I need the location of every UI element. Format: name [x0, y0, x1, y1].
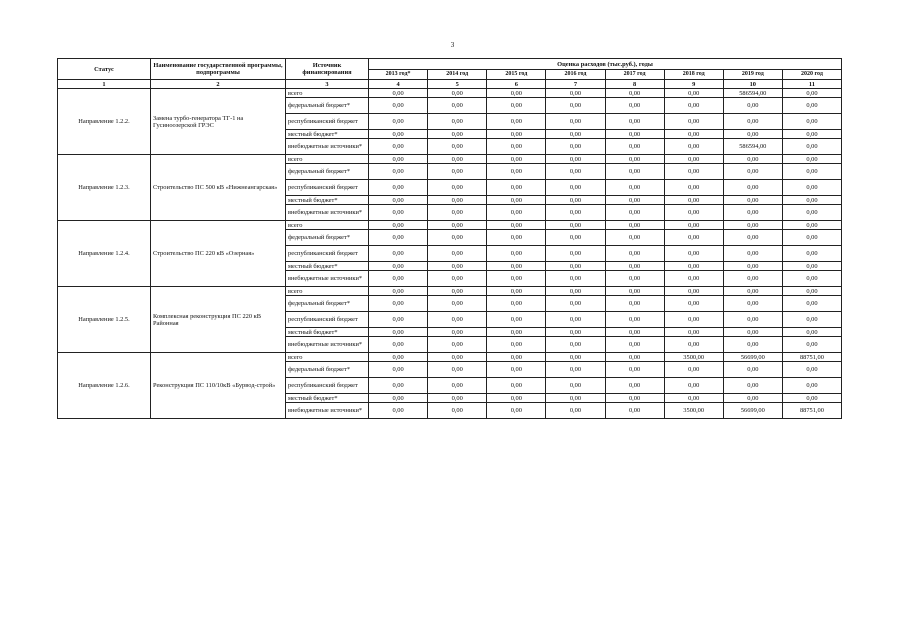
expense-value: 0,00	[369, 139, 428, 155]
expense-value: 0,00	[428, 328, 487, 337]
expense-value: 0,00	[782, 287, 841, 296]
expense-value: 0,00	[428, 271, 487, 287]
funding-source: местный бюджет*	[286, 130, 369, 139]
expense-value: 0,00	[664, 328, 723, 337]
expense-value: 0,00	[605, 271, 664, 287]
expense-value: 3500,00	[664, 403, 723, 419]
expense-value: 0,00	[723, 196, 782, 205]
expense-value: 0,00	[428, 114, 487, 130]
expense-value: 0,00	[546, 98, 605, 114]
expense-value: 0,00	[546, 139, 605, 155]
expense-value: 0,00	[546, 230, 605, 246]
column-number: 11	[782, 80, 841, 89]
expense-value: 0,00	[428, 362, 487, 378]
expense-value: 0,00	[369, 403, 428, 419]
expense-value: 0,00	[664, 362, 723, 378]
expense-value: 0,00	[782, 230, 841, 246]
program-name: Замена турбо-генератора ТГ-1 на Гусиноозерской ГРЭС	[151, 89, 286, 155]
expense-value: 0,00	[428, 287, 487, 296]
expense-value: 0,00	[546, 312, 605, 328]
expense-value: 0,00	[546, 164, 605, 180]
expense-value: 0,00	[605, 205, 664, 221]
expense-value: 0,00	[369, 196, 428, 205]
expense-value: 0,00	[605, 114, 664, 130]
expense-value: 0,00	[369, 205, 428, 221]
expense-value: 0,00	[723, 246, 782, 262]
expense-value: 0,00	[369, 378, 428, 394]
funding-source: республиканский бюджет	[286, 246, 369, 262]
expense-value: 0,00	[369, 312, 428, 328]
expense-value: 0,00	[723, 362, 782, 378]
expense-value: 586594,00	[723, 89, 782, 98]
expense-value: 0,00	[487, 180, 546, 196]
funding-source: всего	[286, 155, 369, 164]
column-number: 10	[723, 80, 782, 89]
expense-value: 0,00	[369, 180, 428, 196]
expense-value: 0,00	[546, 328, 605, 337]
expense-value: 56699,00	[723, 403, 782, 419]
expense-value: 0,00	[428, 89, 487, 98]
expense-value: 0,00	[546, 353, 605, 362]
expense-value: 0,00	[664, 394, 723, 403]
direction-status: Направление 1.2.2.	[58, 89, 151, 155]
expense-value: 0,00	[428, 230, 487, 246]
expense-value: 0,00	[546, 221, 605, 230]
expense-value: 0,00	[782, 196, 841, 205]
expense-value: 0,00	[605, 378, 664, 394]
table-row	[58, 287, 842, 296]
expense-value: 0,00	[546, 287, 605, 296]
expense-value: 0,00	[664, 246, 723, 262]
column-number: 5	[428, 80, 487, 89]
expense-value: 0,00	[782, 130, 841, 139]
expense-value: 0,00	[487, 271, 546, 287]
program-name: Строительство ПС 220 кВ «Озерная»	[151, 221, 286, 287]
expense-value: 0,00	[428, 394, 487, 403]
expense-value: 0,00	[664, 296, 723, 312]
expense-value: 0,00	[546, 130, 605, 139]
expense-value: 0,00	[428, 205, 487, 221]
expense-value: 0,00	[428, 221, 487, 230]
expense-value: 0,00	[723, 164, 782, 180]
expense-value: 0,00	[782, 205, 841, 221]
expense-value: 0,00	[487, 205, 546, 221]
expense-value: 0,00	[487, 287, 546, 296]
expense-value: 0,00	[723, 114, 782, 130]
page-number: 3	[450, 41, 455, 49]
expense-value: 0,00	[369, 296, 428, 312]
expense-value: 0,00	[782, 337, 841, 353]
expense-value: 0,00	[369, 262, 428, 271]
header-program: Наименование государственной программы, подпрограммы	[151, 59, 286, 80]
expense-value: 0,00	[487, 196, 546, 205]
column-number: 1	[58, 80, 151, 89]
expense-value: 0,00	[546, 262, 605, 271]
program-name: Комплексная реконструкция ПС 220 кВ Районная	[151, 287, 286, 353]
funding-source: внебюджетные источники*	[286, 403, 369, 419]
expense-value: 0,00	[546, 271, 605, 287]
funding-source: федеральный бюджет*	[286, 230, 369, 246]
expense-value: 0,00	[664, 180, 723, 196]
header-year: 2020 год	[782, 70, 841, 80]
expense-value: 56699,00	[723, 353, 782, 362]
expense-value: 0,00	[605, 394, 664, 403]
expense-value: 0,00	[428, 180, 487, 196]
column-number: 2	[151, 80, 286, 89]
expense-value: 0,00	[487, 394, 546, 403]
expense-value: 0,00	[487, 362, 546, 378]
expense-value: 0,00	[546, 362, 605, 378]
expense-value: 0,00	[369, 328, 428, 337]
expense-value: 0,00	[605, 328, 664, 337]
expense-value: 0,00	[664, 312, 723, 328]
expense-value: 0,00	[487, 262, 546, 271]
expense-value: 0,00	[546, 114, 605, 130]
expense-value: 0,00	[487, 155, 546, 164]
direction-status: Направление 1.2.4.	[58, 221, 151, 287]
expense-value: 0,00	[428, 378, 487, 394]
expense-value: 0,00	[782, 180, 841, 196]
expense-value: 0,00	[428, 139, 487, 155]
expense-value: 0,00	[782, 164, 841, 180]
expense-value: 0,00	[782, 296, 841, 312]
expense-value: 0,00	[428, 403, 487, 419]
program-name: Реконструкция ПС 110/10кВ «Бурвод-строй»	[151, 353, 286, 419]
expense-value: 0,00	[487, 230, 546, 246]
expense-value: 0,00	[369, 353, 428, 362]
column-number: 6	[487, 80, 546, 89]
direction-status: Направление 1.2.6.	[58, 353, 151, 419]
expense-value: 0,00	[369, 362, 428, 378]
funding-source: местный бюджет*	[286, 196, 369, 205]
direction-status: Направление 1.2.3.	[58, 155, 151, 221]
expense-value: 0,00	[487, 98, 546, 114]
header-estimate: Оценка расходов (тыс.руб.), годы	[369, 59, 842, 70]
expense-value: 0,00	[546, 180, 605, 196]
table-row	[58, 155, 842, 164]
expense-value: 0,00	[782, 114, 841, 130]
expense-value: 0,00	[723, 205, 782, 221]
expense-value: 0,00	[428, 262, 487, 271]
column-number: 3	[286, 80, 369, 89]
funding-source: всего	[286, 353, 369, 362]
funding-source: федеральный бюджет*	[286, 296, 369, 312]
expense-value: 586594,00	[723, 139, 782, 155]
expense-value: 0,00	[723, 155, 782, 164]
header-year: 2019 год	[723, 70, 782, 80]
expense-value: 0,00	[487, 246, 546, 262]
table-row	[58, 353, 842, 362]
expense-value: 0,00	[723, 180, 782, 196]
expense-value: 0,00	[664, 98, 723, 114]
funding-source: республиканский бюджет	[286, 378, 369, 394]
expense-value: 0,00	[428, 164, 487, 180]
expense-value: 0,00	[664, 378, 723, 394]
expense-value: 0,00	[369, 271, 428, 287]
expense-value: 0,00	[605, 296, 664, 312]
header-year: 2018 год	[664, 70, 723, 80]
expense-value: 0,00	[723, 378, 782, 394]
funding-source: республиканский бюджет	[286, 312, 369, 328]
funding-source: местный бюджет*	[286, 394, 369, 403]
expense-value: 0,00	[605, 89, 664, 98]
expense-value: 0,00	[546, 337, 605, 353]
table-row	[58, 89, 842, 98]
expense-value: 0,00	[723, 296, 782, 312]
funding-source: внебюджетные источники*	[286, 337, 369, 353]
expense-value: 0,00	[782, 262, 841, 271]
expense-value: 0,00	[723, 312, 782, 328]
expense-value: 0,00	[605, 246, 664, 262]
expense-value: 0,00	[369, 230, 428, 246]
expense-value: 0,00	[664, 221, 723, 230]
expense-value: 0,00	[428, 130, 487, 139]
expense-value: 0,00	[605, 362, 664, 378]
funding-source: всего	[286, 221, 369, 230]
expense-value: 0,00	[369, 337, 428, 353]
expense-value: 0,00	[605, 403, 664, 419]
expense-value: 0,00	[723, 98, 782, 114]
expense-value: 0,00	[487, 221, 546, 230]
expense-value: 0,00	[428, 296, 487, 312]
expense-value: 0,00	[664, 287, 723, 296]
expense-value: 0,00	[782, 89, 841, 98]
expense-value: 0,00	[546, 246, 605, 262]
expense-value: 0,00	[782, 394, 841, 403]
expense-value: 0,00	[428, 196, 487, 205]
expense-value: 0,00	[369, 394, 428, 403]
funding-source: федеральный бюджет*	[286, 164, 369, 180]
expense-value: 0,00	[428, 353, 487, 362]
column-number: 7	[546, 80, 605, 89]
funding-source: всего	[286, 89, 369, 98]
expense-value: 0,00	[487, 139, 546, 155]
funding-source: республиканский бюджет	[286, 114, 369, 130]
expense-value: 0,00	[487, 164, 546, 180]
expense-value: 0,00	[782, 139, 841, 155]
funding-source: внебюджетные источники*	[286, 205, 369, 221]
expense-value: 0,00	[546, 155, 605, 164]
header-year: 2015 год	[487, 70, 546, 80]
expense-value: 0,00	[605, 196, 664, 205]
expense-table	[57, 58, 842, 419]
header-source: Источник финансирования	[286, 59, 369, 80]
header-status: Статус	[58, 59, 151, 80]
expense-value: 0,00	[723, 394, 782, 403]
header-year: 2014 год	[428, 70, 487, 80]
expense-value: 0,00	[546, 89, 605, 98]
expense-value: 0,00	[605, 221, 664, 230]
expense-value: 0,00	[487, 337, 546, 353]
expense-value: 0,00	[487, 312, 546, 328]
expense-value: 0,00	[664, 164, 723, 180]
expense-value: 88751,00	[782, 353, 841, 362]
funding-source: федеральный бюджет*	[286, 362, 369, 378]
funding-source: внебюджетные источники*	[286, 271, 369, 287]
expense-value: 0,00	[369, 164, 428, 180]
expense-value: 0,00	[664, 337, 723, 353]
expense-value: 0,00	[605, 353, 664, 362]
column-number: 8	[605, 80, 664, 89]
expense-value: 0,00	[487, 378, 546, 394]
expense-value: 0,00	[428, 246, 487, 262]
expense-value: 0,00	[546, 378, 605, 394]
expense-value: 0,00	[487, 403, 546, 419]
expense-value: 0,00	[664, 114, 723, 130]
column-number: 4	[369, 80, 428, 89]
expense-value: 0,00	[546, 403, 605, 419]
header-year: 2017 год	[605, 70, 664, 80]
expense-value: 0,00	[487, 328, 546, 337]
expense-value: 0,00	[782, 221, 841, 230]
expense-value: 0,00	[369, 155, 428, 164]
expense-value: 0,00	[369, 130, 428, 139]
expense-value: 0,00	[782, 246, 841, 262]
expense-value: 0,00	[605, 262, 664, 271]
expense-value: 0,00	[369, 89, 428, 98]
funding-source: местный бюджет*	[286, 328, 369, 337]
expense-value: 0,00	[664, 271, 723, 287]
expense-value: 0,00	[664, 205, 723, 221]
expense-value: 0,00	[605, 130, 664, 139]
funding-source: всего	[286, 287, 369, 296]
expense-value: 0,00	[782, 362, 841, 378]
expense-value: 0,00	[664, 262, 723, 271]
expense-value: 0,00	[546, 205, 605, 221]
expense-value: 0,00	[723, 221, 782, 230]
expense-value: 0,00	[723, 271, 782, 287]
expense-value: 0,00	[369, 98, 428, 114]
expense-value: 0,00	[487, 114, 546, 130]
expense-value: 0,00	[664, 89, 723, 98]
expense-value: 88751,00	[782, 403, 841, 419]
expense-value: 0,00	[605, 155, 664, 164]
expense-value: 0,00	[428, 98, 487, 114]
expense-value: 3500,00	[664, 353, 723, 362]
expense-value: 0,00	[369, 221, 428, 230]
expense-value: 0,00	[546, 196, 605, 205]
expense-value: 0,00	[664, 139, 723, 155]
expense-value: 0,00	[664, 230, 723, 246]
expense-value: 0,00	[605, 164, 664, 180]
program-name: Строительство ПС 500 кВ «Нижнеангарская»	[151, 155, 286, 221]
expense-value: 0,00	[605, 337, 664, 353]
expense-value: 0,00	[487, 296, 546, 312]
expense-value: 0,00	[782, 155, 841, 164]
expense-value: 0,00	[723, 328, 782, 337]
expense-value: 0,00	[782, 378, 841, 394]
column-number: 9	[664, 80, 723, 89]
expense-value: 0,00	[723, 130, 782, 139]
expense-value: 0,00	[428, 337, 487, 353]
expense-value: 0,00	[605, 180, 664, 196]
expense-value: 0,00	[605, 312, 664, 328]
expense-value: 0,00	[605, 287, 664, 296]
funding-source: республиканский бюджет	[286, 180, 369, 196]
expense-value: 0,00	[369, 287, 428, 296]
expense-value: 0,00	[782, 328, 841, 337]
expense-value: 0,00	[605, 98, 664, 114]
expense-value: 0,00	[664, 196, 723, 205]
funding-source: внебюджетные источники*	[286, 139, 369, 155]
table-row	[58, 221, 842, 230]
funding-source: местный бюджет*	[286, 262, 369, 271]
expense-value: 0,00	[723, 337, 782, 353]
expense-value: 0,00	[487, 130, 546, 139]
direction-status: Направление 1.2.5.	[58, 287, 151, 353]
expense-value: 0,00	[605, 139, 664, 155]
expense-value: 0,00	[546, 394, 605, 403]
expense-value: 0,00	[428, 155, 487, 164]
header-year: 2013 год*	[369, 70, 428, 80]
expense-value: 0,00	[546, 296, 605, 312]
expense-value: 0,00	[723, 230, 782, 246]
table-body	[58, 89, 842, 419]
expense-value: 0,00	[369, 114, 428, 130]
expense-value: 0,00	[664, 155, 723, 164]
expense-value: 0,00	[428, 312, 487, 328]
expense-value: 0,00	[723, 262, 782, 271]
expense-value: 0,00	[487, 89, 546, 98]
header-year: 2016 год	[546, 70, 605, 80]
expense-value: 0,00	[782, 98, 841, 114]
expense-value: 0,00	[664, 130, 723, 139]
expense-value: 0,00	[782, 271, 841, 287]
expense-value: 0,00	[487, 353, 546, 362]
expense-value: 0,00	[369, 246, 428, 262]
expense-value: 0,00	[723, 287, 782, 296]
funding-source: федеральный бюджет*	[286, 98, 369, 114]
expense-value: 0,00	[605, 230, 664, 246]
expense-value: 0,00	[782, 312, 841, 328]
